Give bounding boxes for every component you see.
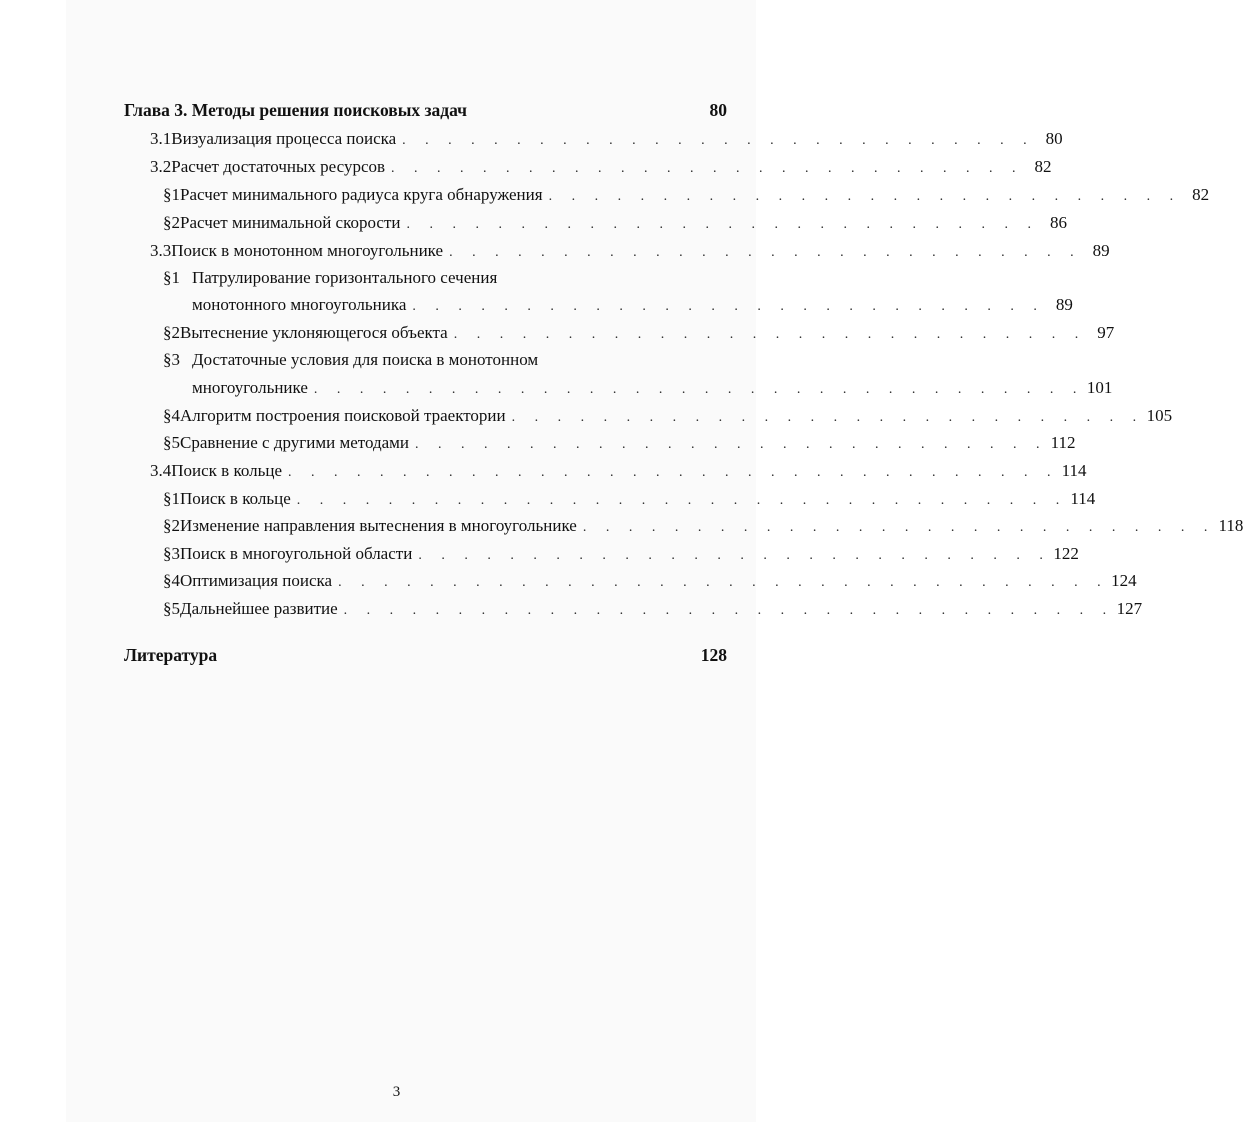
entry-number: §3 [163,350,180,369]
toc-subsection[interactable] [163,599,1143,621]
entry-page: 80 [1045,129,1063,148]
entry-page: 127 [1116,599,1143,618]
entry-page: 122 [1053,544,1079,563]
toc-subsection[interactable] [163,268,727,288]
dot-leader: . . . . . . . . . . . . . . . . . . . . . . . . . . . . [391,161,1024,176]
entry-page: 82 [1192,185,1210,204]
dot-leader: . . . . . . . . . . . . . . . . . . . . . . . . . . . . [415,437,1048,452]
dot-leader: . . . . . . . . . . . . . . . . . . . . . . . . . . . . . . . . . . [343,603,1115,618]
toc-section-3-1[interactable] [150,129,1063,151]
toc-subsection[interactable] [163,433,1076,455]
entry-number: 3.2 [150,157,172,176]
page-number: 3 [392,1084,401,1100]
entry-number: §2 [163,323,180,342]
chapter-page: 80 [709,100,727,120]
entry-page: 114 [1061,461,1087,480]
entry-number: §5 [163,433,180,452]
entry-number: §1 [163,489,180,508]
entry-page: 114 [1070,489,1096,508]
toc-subsection-continuation[interactable] [192,295,1073,317]
toc-subsection[interactable] [163,213,1067,235]
dot-leader: . . . . . . . . . . . . . . . . . . . . . . . . . . . . [412,299,1045,314]
dot-leader: . . . . . . . . . . . . . . . . . . . . . . . . . . . . [548,189,1182,204]
dot-leader: . . . . . . . . . . . . . . . . . . . . . . . . . . . . . . . . . . [288,465,1059,480]
entry-number: §2 [163,516,180,535]
entry-page: 124 [1111,571,1137,590]
entry-number: 3.3 [150,241,172,260]
entry-title-continuation: монотонного многоугольника [192,295,407,314]
entry-title: Поиск в многоугольной области [180,544,413,563]
entry-page: 112 [1050,433,1076,452]
entry-title: Алгоритм построения поисковой траектории [180,406,506,425]
entry-title: Сравнение с другими методами [180,433,410,452]
toc-references[interactable] [124,645,727,665]
entry-title: Вытеснение уклоняющегося объекта [180,323,448,342]
entry-number: §1 [163,185,180,204]
dot-leader: . . . . . . . . . . . . . . . . . . . . . . . . . . . . . . . . . . [338,575,1109,590]
chapter-title: Глава 3. Методы решения поисковых задач [124,100,468,120]
entry-number: §3 [163,544,180,563]
toc-subsection-continuation[interactable] [192,378,1113,400]
entry-title: Дальнейшее развитие [180,599,338,618]
entry-page: 105 [1146,406,1173,425]
entry-title: Поиск в кольце [180,489,291,508]
dot-leader: . . . . . . . . . . . . . . . . . . . . . . . . . . . . [449,245,1082,260]
entry-title: Оптимизация поиска [180,571,333,590]
entry-number: §4 [163,406,180,425]
entry-title-continuation: многоугольнике [192,378,308,397]
entry-title: Изменение направления вытеснения в многоугольнике [180,516,577,535]
entry-title: Поиск в монотонном многоугольнике [171,241,444,260]
toc-subsection[interactable] [163,185,1210,207]
toc-chapter-heading[interactable] [124,100,727,120]
toc-subsection[interactable] [163,323,1115,345]
dot-leader: . . . . . . . . . . . . . . . . . . . . . . . . . . . . [511,410,1145,425]
entry-title: Расчет достаточных ресурсов [171,157,386,176]
entry-page: 86 [1050,213,1067,232]
entry-page: 97 [1097,323,1115,342]
entry-page: 101 [1086,378,1113,397]
entry-page: 89 [1055,295,1073,314]
dot-leader: . . . . . . . . . . . . . . . . . . . . . . . . . . . . [406,217,1039,232]
dot-leader: . . . . . . . . . . . . . . . . . . . . . . . . . . . . . . . . . . [296,493,1068,508]
entry-number: 3.1 [150,129,172,148]
dot-leader: . . . . . . . . . . . . . . . . . . . . . . . . . . . . [402,133,1035,148]
entry-title: Патрулирование горизонтального сечения [192,268,498,287]
entry-title: Расчет минимального радиуса круга обнаружения [180,185,543,204]
toc-subsection[interactable] [163,350,727,370]
references-page: 128 [700,645,727,665]
references-title: Литература [124,645,218,665]
dot-leader: . . . . . . . . . . . . . . . . . . . . . . . . . . . . [418,548,1051,563]
dot-leader: . . . . . . . . . . . . . . . . . . . . . . . . . . . . [453,327,1087,342]
entry-number: §1 [163,268,180,287]
entry-title: Поиск в кольце [171,461,283,480]
toc-subsection[interactable] [163,544,1079,566]
entry-number: §4 [163,571,180,590]
dot-leader: . . . . . . . . . . . . . . . . . . . . . . . . . . . . . . . . . . [313,382,1085,397]
entry-page: 82 [1034,157,1052,176]
entry-number: 3.4 [150,461,172,480]
entry-title: Достаточные условия для поиска в монотонном [192,350,539,369]
toc-subsection[interactable] [163,516,1243,538]
toc-subsection[interactable] [163,571,1137,593]
entry-title: Визуализация процесса поиска [171,129,397,148]
toc-subsection[interactable] [163,406,1173,428]
toc-section-3-4[interactable] [150,461,1087,483]
entry-number: §2 [163,213,180,232]
entry-number: §5 [163,599,180,618]
toc-section-3-3[interactable] [150,241,1110,263]
entry-title: Расчет минимальной скорости [180,213,401,232]
toc-section-3-2[interactable] [150,157,1052,179]
toc-subsection[interactable] [163,489,1096,511]
dot-leader: . . . . . . . . . . . . . . . . . . . . . . . . . . . . [582,520,1216,535]
entry-page: 89 [1092,241,1110,260]
entry-page: 118 [1218,516,1243,535]
